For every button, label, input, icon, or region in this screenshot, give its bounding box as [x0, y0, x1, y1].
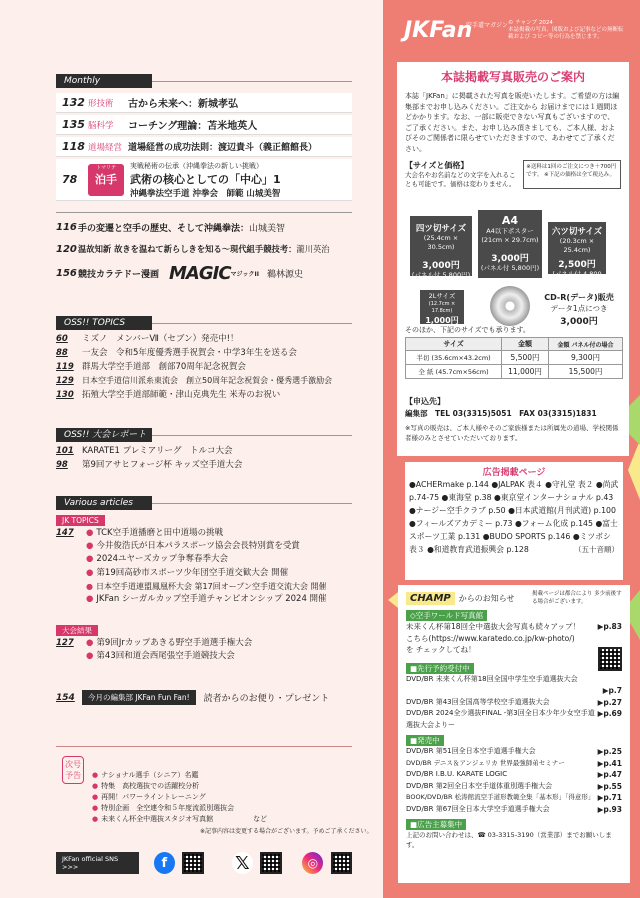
article-title: コーチング理論：苫米地英人 [128, 121, 258, 132]
x-icon[interactable]: 𝕏 [232, 852, 253, 874]
list-item: ● 日本空手道連盟鳳凰杯大会 第17回オープン空手道交流大会 開催 [86, 581, 327, 591]
category-label: 道場経営 [88, 142, 123, 153]
champ-title: からのお知らせ [458, 594, 515, 603]
page-number: 119 [56, 362, 74, 372]
page-number: 116 [56, 222, 77, 233]
monthly-row [56, 137, 352, 157]
jk-topics-list [86, 527, 327, 606]
apply-contact: 編集部 TEL 03(3315)5051 FAX 03(3315)1831 [405, 409, 597, 418]
shipping-note: ※送料は1回のご注文につき＋700円です。 ※下記の価格は全て税込み。 [523, 160, 621, 189]
article-title: 競技カラテドー漫画 [78, 270, 160, 280]
notice-row: DVD/BR 未来くん杯第18回全国中学生空手道選抜大会 [406, 674, 578, 683]
page-number: 154 [56, 692, 75, 703]
page-number: 127 [56, 638, 74, 648]
photo-url-text[interactable]: こちら(https://www.karatedo.co.jp/kw-photo/)を チェックしてね！ [406, 633, 575, 654]
sns-label: JKFan official SNS >>> [56, 852, 139, 874]
article-author: 鵜林源史 [267, 270, 304, 280]
topic-text: ミズノ メンバーⅦ（セブン）発売中!！ [82, 334, 239, 344]
category-label: 形技術 [88, 98, 114, 109]
other-sizes-note: そのほか、下記のサイズでも承ります。 [405, 326, 530, 334]
article-author: 瀧川英治 [296, 244, 330, 254]
cd-sale: CD-R(データ)販売 データ1点につき 3,000円 [544, 293, 614, 327]
editorial-text: 読者からのお便り・プレゼント [203, 694, 330, 704]
page-number: 60 [56, 334, 68, 344]
list-item: ● 今井俊浩氏が日本パラスポーツ協会会長特別賞を受賞 [86, 541, 300, 552]
article-author: 沖縄拳法空手道 沖拳会 師範 山城美智 [130, 188, 281, 199]
photo-label: ◇空手ワールド写真館 [406, 610, 487, 621]
notice-row: ▶p.7 [602, 686, 622, 695]
price-table: サイズ 金額 金額 パネル付の場合 半切 (35.6cm×43.2cm) 5,500円 9,300円 全 紙 (45.7cm×56cm) 11,000円 15,500円 [405, 337, 623, 379]
divider [152, 81, 352, 82]
notice-row: DVD/BR I.B.U. KARATE LOGIC ▶p.47 [406, 770, 622, 779]
editorial-label: 今月の編集部 JKFan Fun Fan! [82, 690, 196, 705]
next-issue-note: ※記事内容は変更する場合がございます。予めご了承ください。 [200, 828, 373, 835]
page-number: 120 [56, 243, 77, 255]
article-title: 手の変遷と空手の歴史、そして沖縄拳法： [78, 224, 250, 234]
page-number: 118 [62, 140, 85, 153]
notice-row: DVD/BR 第2回全日本空手道体重別選手権大会 ▶p.55 [406, 781, 622, 791]
size-box-a4: A4 A4以下ポスター (21cm × 29.7cm) 3,000円 (パネル付 5,800円) [478, 210, 542, 278]
list-item: ● ナショナル選手（シニア）名鑑 [92, 771, 199, 779]
onsale-label: ■発売中 [406, 735, 444, 746]
page-number: 129 [56, 376, 74, 386]
notice-row: BOOK/DVD/BR 松涛館流空手道形教範全集「基本形」「得意形」 ▶p.71 [406, 793, 622, 802]
champ-card [398, 585, 630, 883]
topic-text: 一友会 令和5年度優秀選手祝賀会・中学3年生を送る会 [82, 348, 297, 358]
topic-row [56, 333, 239, 345]
various-header: Various articles [56, 496, 152, 510]
category-label: 脳科学 [88, 120, 114, 131]
next-issue-list [92, 770, 267, 825]
list-item: ● 未来くん杯全中選抜スタジオ写真館 など [92, 815, 268, 823]
results-list [86, 637, 252, 663]
magic-logo: MAGIC [169, 263, 231, 284]
category-kana: トマリテ [96, 164, 116, 171]
article-title: 温故知新 故きを温ねて新らしきを知る〜現代組手競技考： [78, 244, 297, 254]
article-subtitle: 実戦秘術の伝承（沖縄拳法の新しい挑戦） [130, 161, 263, 170]
notice-row: DVD/BR 2024全少選抜FINAL -第3回全日本少年少女空手道選抜大会よりー ▶p.69 [406, 709, 622, 729]
list-item: ● 2024ユヤーズカップ争奪春季大会 [86, 554, 229, 565]
page-number: 132 [62, 96, 85, 109]
monthly-header: Monthly [56, 74, 152, 88]
list-item: ● 第9回Jrカップあきる野空手道選手権大会 [86, 638, 253, 648]
page-number: 101 [56, 446, 74, 456]
list-item: ● 第19回高砂市スポーツ少年団空手道交歓大会 開催 [86, 567, 289, 578]
size-note: 大会名やお名前などの文字を入れることも可能です。価格は変わりません。 [405, 171, 516, 188]
page-number: 135 [62, 118, 85, 131]
qr-code-icon [182, 852, 203, 874]
copyright-notice: © チャンプ 2024 本誌掲載の写真、図版および記事などの無断転載および コピー等の行為を禁じます。 [508, 20, 624, 40]
category-label: 泊手 [95, 172, 117, 186]
topic-row [56, 445, 232, 457]
topic-row [56, 361, 246, 373]
results-label: 大会結果 [56, 625, 98, 636]
champ-logo: CHAMP [406, 592, 455, 605]
list-item: ● JKFan シーガルカップ空手道チャンピオンシップ 2024 開催 [86, 594, 327, 605]
photo-sale-intro: 本誌「JKFan」に掲載された写真を販売いたします。ご希望の方は編集部までお申し込みください。ご注文から お届けまでには１週間ほどかかります。なお、一部に販売できない写真もございますので、ご了承ください。また、お申し込み頂きましても、ご本人様、およびそのご関係者に限らせていただきますので、あわせてご了承ください。 [405, 92, 620, 153]
list-item: ● TCK空手道播磨と田中道場の挑戦 [86, 528, 224, 538]
page-number: 156 [56, 268, 77, 279]
category-badge [88, 164, 124, 196]
page-number: 147 [56, 528, 74, 538]
editorial-row [56, 690, 329, 705]
ad-recruit-label: ■広告主募集中 [406, 819, 466, 830]
article-title: 古から未来へ：新城孝弘 [128, 99, 238, 110]
list-item: ● 特集 高校選抜での活躍校分析 [92, 782, 200, 790]
article-title: 道場経営の成功法則：渡辺貴斗（義正館館長） [128, 143, 318, 153]
next-issue-label: 次号予告 [62, 756, 84, 784]
monthly-row [56, 115, 352, 135]
topic-row [56, 389, 280, 401]
notice-row: DVD/BR 第51回全日本空手道選手権大会 ▶p.25 [406, 747, 622, 756]
article-row [56, 263, 303, 284]
ad-pages-card [405, 462, 623, 580]
list-item: ● 特別企画 全空連令和５年度流派別選抜会 [92, 804, 235, 812]
qr-code-icon [598, 647, 622, 671]
facebook-icon[interactable]: f [154, 852, 175, 874]
topic-row [56, 375, 332, 387]
topic-text: 日本空手道信川派糸東流会 創立50周年記念祝賀会・優秀選手激励会 [82, 376, 333, 385]
size-title: 【サイズと価格】 [405, 161, 469, 170]
size-box-2l: 2Lサイズ (12.7cm × 17.8cm) 1,000円 [420, 290, 464, 324]
topic-text: 群馬大学空手道部 創部70周年記念祝賀会 [82, 362, 246, 372]
page-number: 88 [56, 348, 68, 358]
photo-sale-title: 本誌掲載写真販売のご案内 [440, 70, 585, 84]
ad-recruit-text: 上記のお問い合わせは、☎ 03-3315-3190（営業部）までお願いします。 [406, 831, 612, 849]
ad-pages-note: （五十音順） [574, 545, 619, 554]
qr-code-icon [331, 852, 352, 874]
topic-text: 第9回アサヒフォージ杯 キッズ空手道大会 [82, 460, 243, 470]
divider [152, 503, 352, 504]
divider [152, 323, 352, 324]
monthly-row [56, 93, 352, 113]
preorder-label: ■先行予約受付中 [406, 663, 474, 674]
tournament-header: OSS!! 大会レポート [56, 428, 152, 442]
topic-text: 拓殖大学空手道部師範・津山克典先生 米寿のお祝い [82, 390, 281, 400]
list-item: ● 再開！パワーライントレーニング [92, 793, 206, 801]
logo-sub: 空手道マガジン [466, 22, 508, 29]
sns-footer [56, 848, 352, 878]
instagram-icon[interactable]: ◎ [302, 852, 323, 874]
notice-row: 未来くん杯第18回全中選抜大会写真も続々アップ！ ▶p.83 [406, 622, 622, 631]
cd-icon [490, 286, 530, 326]
page-number: 98 [56, 460, 68, 470]
oss-topics-header: OSS!! TOPICS [56, 316, 152, 330]
apply-title: 【申込先】 [405, 397, 445, 406]
article-title: 武術の核心としての「中心」1 [130, 172, 281, 186]
jkfan-logo: JKFan [404, 18, 473, 43]
article-author: 山城美智 [249, 224, 286, 234]
divider [56, 212, 352, 213]
notice-row: DVD/BR 第67回全日本大学空手道選手権大会 ▶p.93 [406, 804, 622, 814]
champ-note: 掲載ページは都合により 多少前後する場合がございます。 [532, 591, 622, 605]
ad-pages-list: ●ACHERmake p.144 ●JALPAK 表４ ●守礼堂 表２ ●尚武 p.74-75 ●東海堂 p.38 ●東京堂インターナショナル p.43 ●ナージー空手クラブ p.50 ●日本武道館(月刊武道) p.100 ●フィールズアカデミー p.73 ●フォーム化成 p.145 ●富士スポーツ工業 p.131 ●BUDO SPORTS p.146 ●ミツボシ 表３ ●和道教育武道振興会 p.128 [409, 480, 619, 554]
apply-note: ※写真の販売は、ご本人様やそのご家族様または所属先の道場、学校関係者様のみとさせていただいております。 [405, 424, 619, 442]
page-number: 78 [62, 173, 78, 186]
monthly-row [56, 159, 352, 201]
size-box-yotsugiri: 四ツ切サイズ (25.4cm × 30.5cm) 3,000円 (パネル付 5,800円) [410, 216, 472, 276]
page-number: 130 [56, 390, 74, 400]
magic-logo-sub: マジックII [230, 271, 260, 278]
topic-row [56, 459, 242, 471]
table-row: 全 紙 (45.7cm×56cm) 11,000円 15,500円 [406, 365, 623, 379]
jk-topics-label: JK TOPICS [56, 515, 105, 526]
ad-pages-title: 広告掲載ページ [482, 468, 546, 478]
size-box-mutsugiri: 六ツ切サイズ (20.3cm × 25.4cm) 2,500円 (パネル付 4,800円) [548, 222, 606, 274]
notice-row: DVD/BR 第43回全国高等学校空手道選抜大会 ▶p.27 [406, 697, 622, 707]
article-row [56, 243, 330, 255]
table-row: 半切 (35.6cm×43.2cm) 5,500円 9,300円 [406, 351, 623, 365]
qr-code-icon [260, 852, 281, 874]
topic-text: KARATE1 プレミアリーグ トルコ大会 [82, 446, 233, 456]
topic-row [56, 347, 297, 359]
notice-row: DVD/BR デニス＆アンジェリカ 世界最強師弟セミナー ▶p.41 [406, 758, 622, 768]
article-row [56, 221, 285, 234]
list-item: ● 第43回和道会西尾張空手道競技大会 [86, 651, 235, 662]
divider [152, 435, 352, 436]
